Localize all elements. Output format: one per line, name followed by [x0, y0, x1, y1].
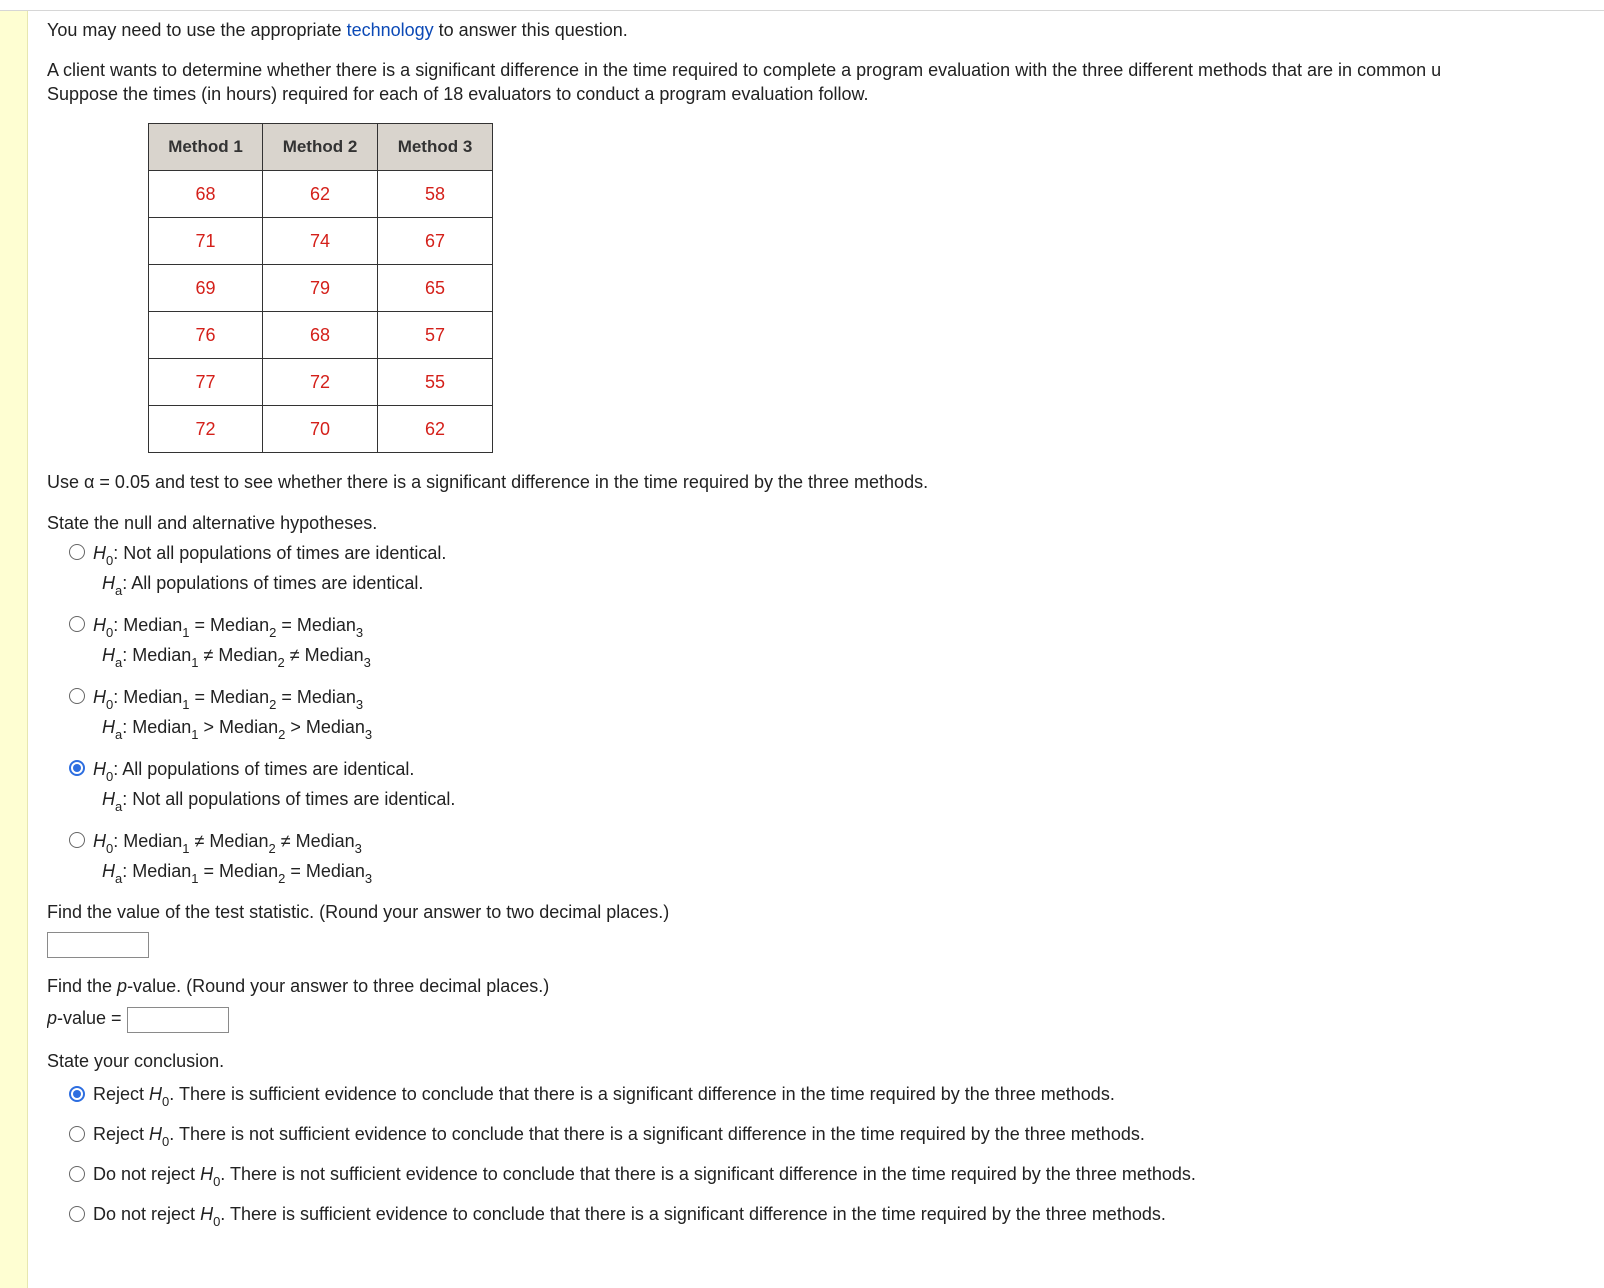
data-table: [148, 123, 493, 453]
question-content: [47, 18, 1604, 1226]
p-value-label: p-value =: [47, 1008, 127, 1029]
table-cell: 77: [149, 359, 263, 406]
conclusion-option-2[interactable]: Reject $H_0$. There is not sufficient evidence to conclude that there is a significant difference in the time required by the three methods.: [47, 1122, 1604, 1146]
hypothesis-option-1[interactable]: [47, 538, 1604, 598]
table-cell: 62: [263, 171, 378, 218]
option-2-ha: $H_a$: Median$_1$ ≠ Median$_2$ ≠ Median$_3$: [102, 645, 371, 670]
radio-hypothesis-5[interactable]: [69, 832, 85, 848]
conclusion-option-4[interactable]: Do not reject $H_0$. There is sufficient evidence to conclude that there is a significant difference in the time required by the three methods.: [47, 1202, 1604, 1226]
table-cell: 72: [149, 406, 263, 453]
alpha-instruction: Use α = 0.05 and test to see whether there is a significant difference in the time required by the three methods.: [47, 472, 929, 492]
option-2-h0: $H_0$: Median$_1$ = Median$_2$ = Median$_3$: [93, 615, 364, 640]
p-value-input[interactable]: [127, 1007, 229, 1033]
conclusion-option-3[interactable]: Do not reject $H_0$. There is not sufficient evidence to conclude that there is a significant difference in the time required by the three methods.: [47, 1162, 1604, 1186]
table-row: [149, 218, 493, 265]
table-row: [149, 312, 493, 359]
radio-hypothesis-4-selected[interactable]: [69, 760, 85, 776]
radio-hypothesis-2[interactable]: [69, 616, 85, 632]
table-header-row: [149, 124, 493, 171]
radio-hypothesis-3[interactable]: [69, 688, 85, 704]
question-sidebar: [0, 11, 28, 1288]
radio-conclusion-4[interactable]: [69, 1206, 85, 1222]
header-method-3: Method 3: [378, 124, 493, 171]
intro-text: You may need to use the appropriate technology to answer this question.: [47, 20, 628, 40]
hypothesis-option-2[interactable]: [47, 610, 1604, 670]
test-statistic-row: [47, 932, 1604, 958]
data-table-wrapper: [148, 123, 1604, 453]
option-3-ha: $H_a$: Median$_1$ > Median$_2$ > Median$_3$: [102, 717, 373, 742]
table-cell: 58: [378, 171, 493, 218]
option-1-ha: $H_a$: All populations of times are identical.: [102, 573, 424, 598]
table-cell: 65: [378, 265, 493, 312]
table-row: [149, 171, 493, 218]
radio-conclusion-2[interactable]: [69, 1126, 85, 1142]
table-cell: 76: [149, 312, 263, 359]
problem-text-line2: Suppose the times (in hours) required for each of 18 evaluators to conduct a program evaluation follow.: [47, 84, 869, 104]
technology-link[interactable]: technology: [346, 20, 434, 40]
test-statistic-prompt: Find the value of the test statistic. (Round your answer to two decimal places.): [47, 902, 670, 922]
test-statistic-input[interactable]: [47, 932, 149, 958]
table-cell: 74: [263, 218, 378, 265]
p-value-prompt: Find the p-value. (Round your answer to three decimal places.): [47, 976, 550, 997]
table-cell: 62: [378, 406, 493, 453]
radio-hypothesis-1[interactable]: [69, 544, 85, 560]
hypotheses-prompt: State the null and alternative hypotheses.: [47, 513, 378, 533]
hypothesis-option-4[interactable]: [47, 754, 1604, 814]
option-1-h0: $H_0$: Not all populations of times are identical.: [93, 543, 447, 568]
radio-conclusion-3[interactable]: [69, 1166, 85, 1182]
conclusion-option-1[interactable]: Reject $H_0$. There is sufficient evidence to conclude that there is a significant difference in the time required by the three methods.: [47, 1082, 1604, 1106]
conclusion-prompt: State your conclusion.: [47, 1050, 225, 1071]
table-cell: 79: [263, 265, 378, 312]
table-cell: 69: [149, 265, 263, 312]
table-cell: 71: [149, 218, 263, 265]
option-3-h0: $H_0$: Median$_1$ = Median$_2$ = Median$_3$: [93, 687, 364, 712]
table-cell: 68: [149, 171, 263, 218]
table-cell: 55: [378, 359, 493, 406]
table-cell: 72: [263, 359, 378, 406]
table-row: [149, 359, 493, 406]
table-row: [149, 265, 493, 312]
table-cell: 67: [378, 218, 493, 265]
header-method-2: Method 2: [263, 124, 378, 171]
option-5-h0: $H_0$: Median$_1$ ≠ Median$_2$ ≠ Median$_3$: [93, 831, 362, 856]
top-divider: [0, 10, 1604, 11]
option-4-h0: $H_0$: All populations of times are identical.: [93, 759, 415, 784]
option-5-ha: $H_a$: Median$_1$ = Median$_2$ = Median$_3$: [102, 861, 373, 886]
p-value-row: [47, 1006, 1604, 1032]
table-cell: 68: [263, 312, 378, 359]
table-cell: 70: [263, 406, 378, 453]
table-row: [149, 406, 493, 453]
hypothesis-option-3[interactable]: [47, 682, 1604, 742]
hypothesis-option-5[interactable]: [47, 826, 1604, 886]
option-4-ha: $H_a$: Not all populations of times are identical.: [102, 789, 456, 814]
table-cell: 57: [378, 312, 493, 359]
header-method-1: Method 1: [149, 124, 263, 171]
radio-conclusion-1-selected[interactable]: [69, 1086, 85, 1102]
problem-text-line1: A client wants to determine whether there is a significant difference in the time required to complete a program evaluation with the three different methods that are in common u: [47, 60, 1442, 80]
